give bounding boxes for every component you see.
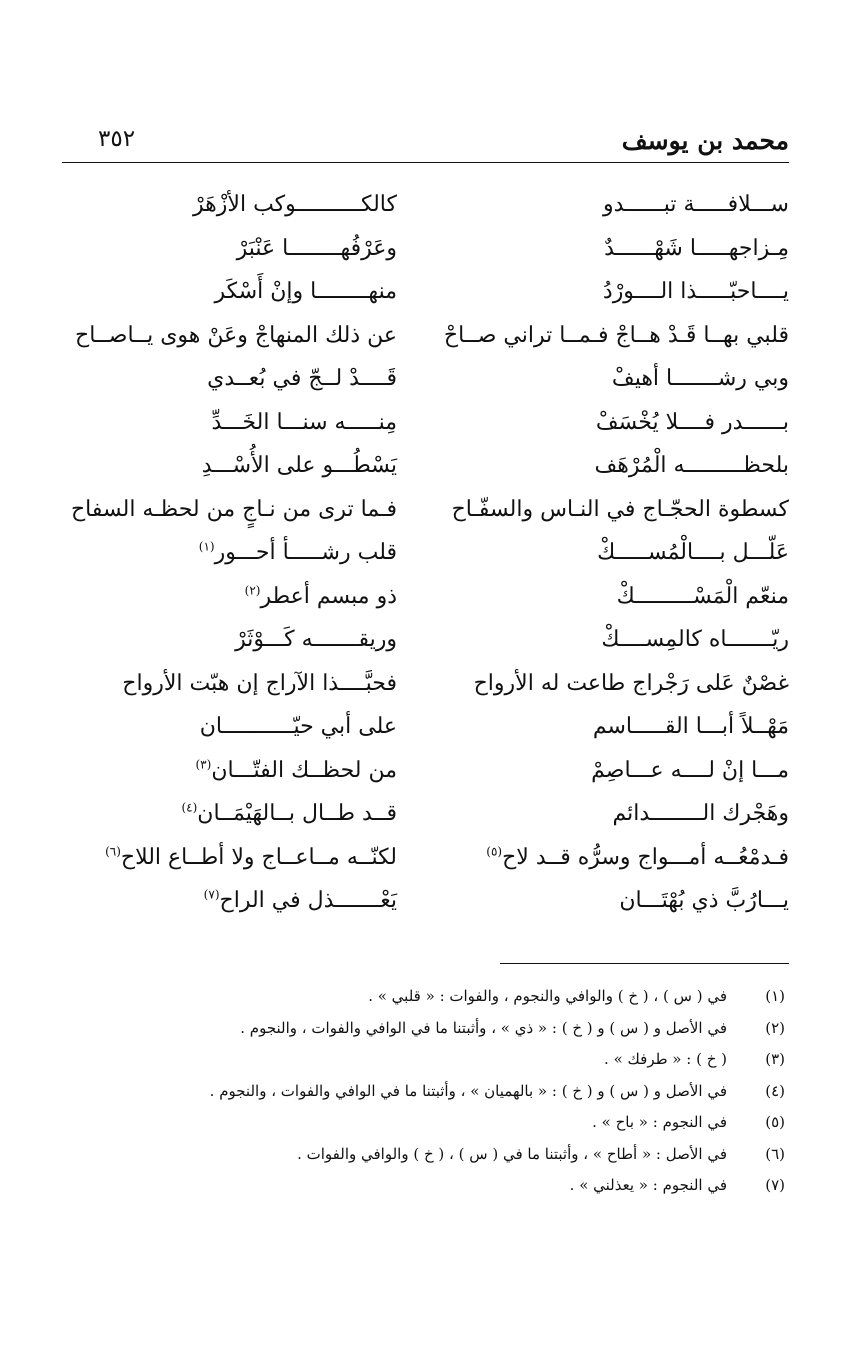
verse-line xyxy=(0,316,867,356)
verse-line xyxy=(0,620,867,660)
footnote-text: في النجوم : « باح » . xyxy=(592,1113,727,1131)
hemistich-right xyxy=(597,533,789,573)
verse-line xyxy=(0,707,867,747)
verse-line xyxy=(0,490,867,530)
verse-line xyxy=(0,229,867,269)
hemistich-text: وعَرْفُهــــــــا عَنْبَرْ xyxy=(236,235,397,261)
footnote-number: (٧) xyxy=(765,1176,785,1194)
footnote-item xyxy=(0,1106,867,1138)
hemistich-text: ريّـــــــاه كالمِســــكْ xyxy=(601,627,789,652)
footnote-number: (٦) xyxy=(765,1144,785,1163)
footnote-item xyxy=(0,1043,867,1075)
hemistich-left xyxy=(204,881,397,921)
hemistich-right xyxy=(452,490,789,530)
hemistich-left xyxy=(237,229,397,269)
hemistich-text: يــــاحبّـــــذا الــــورْدُ xyxy=(602,279,789,304)
footnote-marker[interactable]: (٤) xyxy=(181,800,198,815)
page-number: ٣٥٢ xyxy=(98,126,136,152)
footnote-item xyxy=(0,980,867,1012)
footnote-text: في الأصل : « أطاح » ، وأثبتنا ما في ( س ) ، ( خ ) والوافي والفوات . xyxy=(297,1144,727,1163)
hemistich-text: كالكــــــــــوكب الأزْهَرْ xyxy=(193,192,397,217)
footnote-text: ( خ ) : « طرفك » . xyxy=(604,1050,727,1068)
hemistich-left xyxy=(195,751,397,791)
hemistich-right xyxy=(601,620,789,660)
hemistich-text: لكنّــه مــاعــاج ولا أطــاع اللاح xyxy=(120,844,397,870)
hemistich-text: يَعْـــــــذل في الراح xyxy=(219,888,397,913)
hemistich-text: على أبي حيّـــــــــــان xyxy=(199,714,397,739)
hemistich-text: قــد طــال بــالهَيْمَــان xyxy=(197,801,397,826)
hemistich-text: كسطوة الحجّـاج في النـاس والسفّـاح xyxy=(451,496,789,522)
footnote-marker[interactable]: (٢) xyxy=(244,583,261,598)
footnote-marker[interactable]: (١) xyxy=(198,539,215,554)
hemistich-left xyxy=(202,446,397,486)
hemistich-left xyxy=(193,185,397,225)
hemistich-right xyxy=(619,881,789,921)
hemistich-left xyxy=(105,838,397,878)
hemistich-text: ذو مبسم أعطر xyxy=(260,583,397,609)
header-divider xyxy=(62,162,789,163)
footnote-marker[interactable]: (٣) xyxy=(195,757,212,772)
hemistich-right xyxy=(591,751,789,791)
hemistich-right xyxy=(596,403,789,443)
footnote-number: (٢) xyxy=(765,1018,785,1037)
hemistich-left xyxy=(199,533,397,573)
hemistich-right xyxy=(613,794,790,834)
hemistich-right xyxy=(474,664,789,704)
hemistich-left xyxy=(212,403,397,443)
hemistich-text: عن ذلك المنهاجْ وعَنْ هوى يــاصــاح xyxy=(75,322,397,348)
hemistich-right xyxy=(612,359,789,399)
hemistich-text: مِنـــــه سنـــا الخَـــدِّ xyxy=(211,409,397,435)
hemistich-text: ســـلافـــــة تبــــــدو xyxy=(602,192,789,217)
hemistich-text: قلب رشـــــأ أحـــور xyxy=(214,540,397,565)
footnote-item xyxy=(0,1169,867,1201)
hemistich-left xyxy=(122,664,397,704)
hemistich-right xyxy=(444,316,789,356)
hemistich-right xyxy=(486,838,789,878)
hemistich-right xyxy=(604,229,789,269)
hemistich-right xyxy=(593,707,789,747)
hemistich-left xyxy=(200,707,397,747)
hemistich-left xyxy=(235,620,397,660)
hemistich-text: مَهْــلاً أبـــا القـــــاسم xyxy=(592,714,789,739)
verse-line xyxy=(0,446,867,486)
footnote-text: في ( س ) ، ( خ ) والوافي والنجوم ، والفوات : « قلبي » . xyxy=(368,987,727,1005)
footnote-number: (٣) xyxy=(765,1050,785,1068)
hemistich-text: مـــا إنْ لــــه عـــاصِمْ xyxy=(591,757,789,783)
hemistich-text: بلحظـــــــــه الْمُرْهَف xyxy=(594,453,789,478)
verse-line xyxy=(0,533,867,573)
footnote-item xyxy=(0,1138,867,1170)
hemistich-text: فحبَّــــذا الآراج إن هبّت الأرواح xyxy=(122,670,397,696)
hemistich-text: وريقـــــــه كَـــوْثَرْ xyxy=(235,627,397,652)
verse-line xyxy=(0,881,867,921)
footnote-marker[interactable]: (٥) xyxy=(486,844,503,859)
verse-line xyxy=(0,272,867,312)
footnote-number: (٤) xyxy=(765,1081,785,1100)
hemistich-left xyxy=(207,359,397,399)
hemistich-text: منهــــــــا وإنْ أَسْكَر xyxy=(214,279,397,304)
verse-line xyxy=(0,794,867,834)
hemistich-text: يَسْطُـــو على الأُسْـــدِ xyxy=(201,453,397,478)
hemistich-text: فـما ترى من نـاجٍ من لحظـه السفاح xyxy=(70,496,397,522)
hemistich-text: عَلّـــل بــــالْمُســـــكْ xyxy=(597,540,789,565)
footnote-number: (١) xyxy=(765,987,785,1005)
footnote-text: في الأصل و ( س ) و ( خ ) : « بالهميان » ، وأثبتنا ما في الوافي والفوات ، والنجوم . xyxy=(209,1081,727,1100)
hemistich-text: بــــــدر فــــلا يُخْسَفْ xyxy=(595,409,789,435)
hemistich-text: غصْنٌ عَلى رَجْراج طاعت له الأرواح xyxy=(473,670,789,696)
running-header-title: محمد بن يوسف xyxy=(621,126,789,155)
hemistich-right xyxy=(603,185,789,225)
verse-line xyxy=(0,577,867,617)
hemistich-text: من لحظــك الفتّـــان xyxy=(211,757,397,783)
hemistich-right xyxy=(617,577,789,617)
footnote-text: في النجوم : « يعذلني » . xyxy=(569,1176,727,1194)
hemistich-text: منعّم الْمَسْـــــــــكْ xyxy=(616,583,789,609)
hemistich-text: وبي رشـــــــا أهيفْ xyxy=(611,366,789,391)
hemistich-left xyxy=(245,577,397,617)
hemistich-left xyxy=(71,490,397,530)
verse-line xyxy=(0,185,867,225)
verse-line xyxy=(0,838,867,878)
hemistich-left xyxy=(181,794,397,834)
hemistich-text: قَــــدْ لــجّ في بُعــدي xyxy=(207,366,397,391)
hemistich-text: وهَجْرك الــــــــدائم xyxy=(612,801,789,826)
verse-line xyxy=(0,664,867,704)
hemistich-right xyxy=(603,272,789,312)
verse-line xyxy=(0,359,867,399)
footnote-marker[interactable]: (٦) xyxy=(105,844,121,859)
hemistich-left xyxy=(214,272,397,312)
hemistich-right xyxy=(595,446,790,486)
hemistich-left xyxy=(75,316,397,356)
hemistich-text: مِـزاجهـــــا شَهْــــــدٌ xyxy=(604,235,789,261)
footnote-text: في الأصل و ( س ) و ( خ ) : « ذي » ، وأثبتنا ما في الوافي والفوات ، والنجوم . xyxy=(240,1018,727,1037)
footnote-marker[interactable]: (٧) xyxy=(203,887,220,902)
footnote-item xyxy=(0,1012,867,1044)
hemistich-text: قلبي بهــا قَـدْ هــاجْ فـمــا تراني صــاحْ xyxy=(443,322,789,348)
verse-line xyxy=(0,751,867,791)
hemistich-text: يـــارُبَّ ذي بُهْتَـــان xyxy=(619,888,789,913)
footnote-divider xyxy=(500,963,789,964)
verse-line xyxy=(0,403,867,443)
footnote-item xyxy=(0,1075,867,1107)
footnote-number: (٥) xyxy=(765,1113,785,1131)
hemistich-text: فـدمْعُــه أمـــواج وسرُّه قــد لاح xyxy=(502,844,789,870)
